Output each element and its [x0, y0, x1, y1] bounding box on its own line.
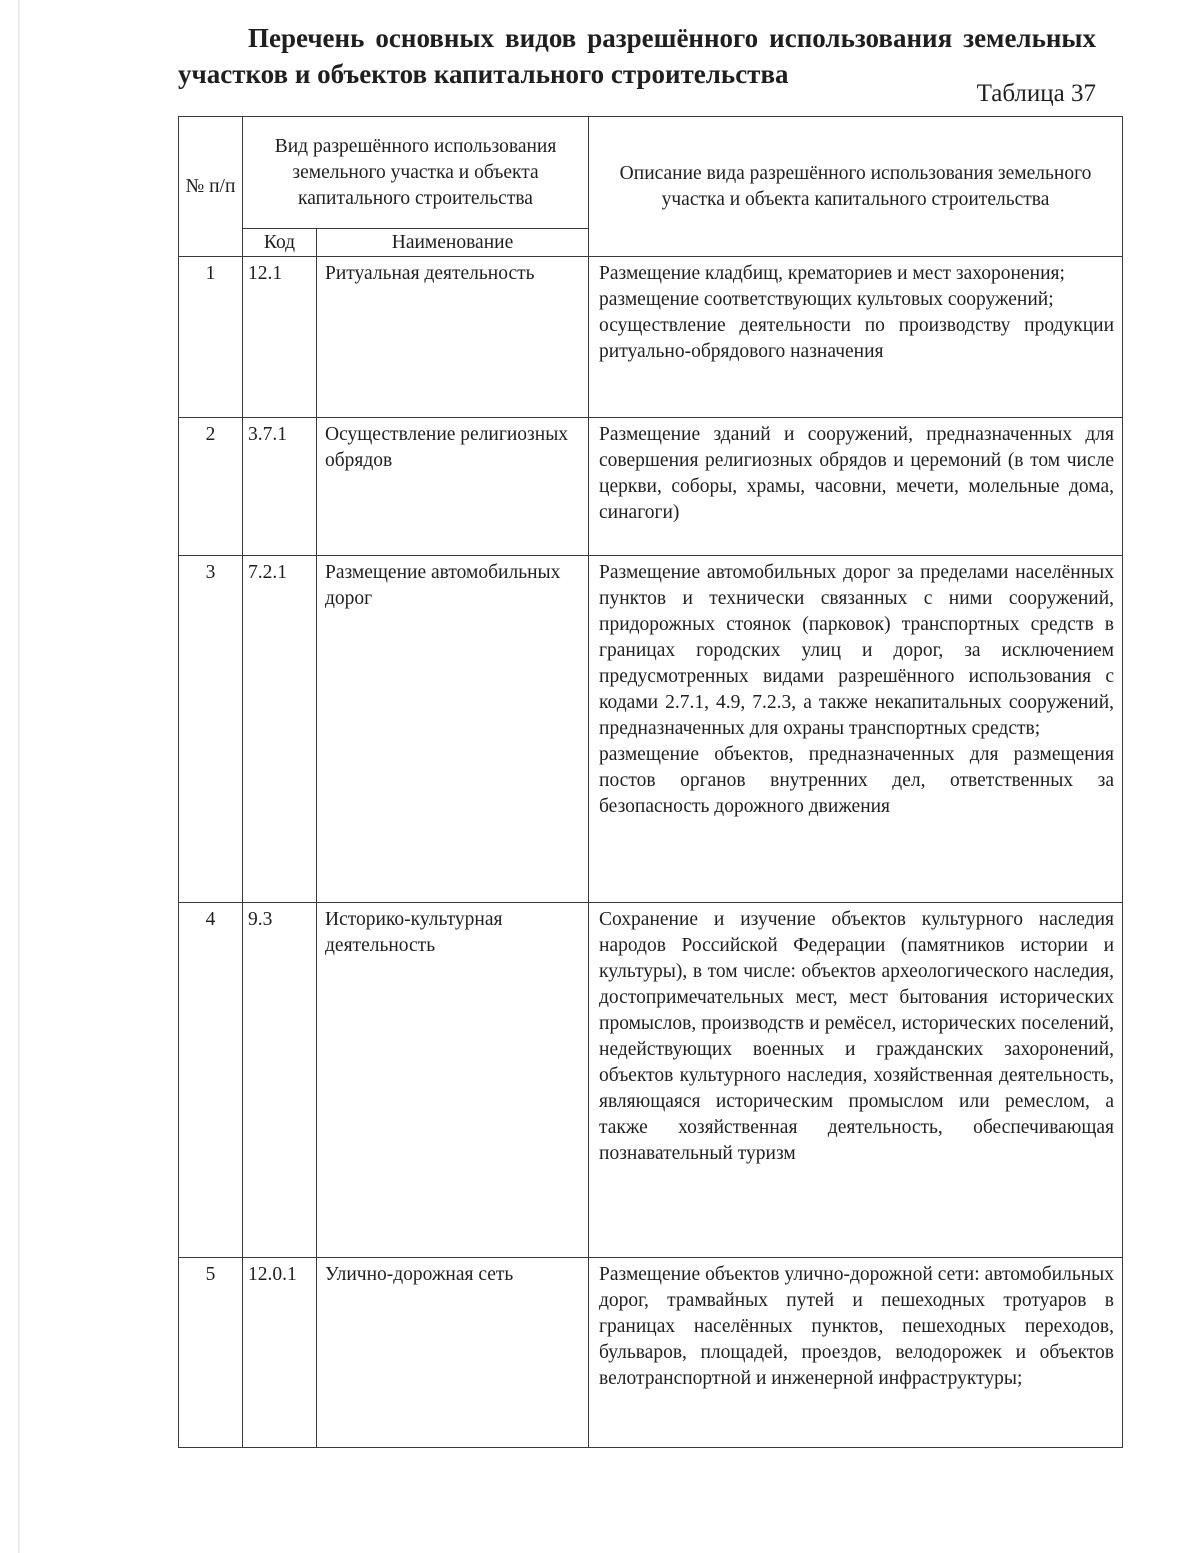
row-name: Историко-культурная деятельность	[317, 903, 589, 1258]
row-num: 1	[179, 257, 243, 418]
header-desc: Описание вида разрешённого использования земельного участка и объекта капитального строительства	[589, 117, 1123, 257]
table-row	[179, 556, 1123, 903]
description-paragraph: размещение соответствующих культовых сооружений;	[599, 289, 1054, 310]
table-row	[179, 418, 1123, 556]
description-paragraph: Сохранение и изучение объектов культурного наследия народов Российской Федерации (памятников истории и культуры), в том числе: объектов археологического наследия, достопримечательных мест, мест бытования исторических промыслов, производств и ремёсел, исторических поселений, недействующих военных и гражданских захоронений, объектов культурного наследия, хозяйственная деятельность, являющаяся историческим промыслом или ремеслом, а также хозяйственная деятельность, обеспечивающая познавательный туризм	[599, 909, 1115, 1164]
row-description	[589, 903, 1123, 1258]
table-row	[179, 1258, 1123, 1448]
land-use-table	[178, 116, 1123, 1448]
row-code: 12.1	[243, 257, 317, 418]
document-title: Перечень основных видов разрешённого использования земельных участков и объектов капитального строительства	[178, 23, 1096, 89]
description-paragraph: Размещение зданий и сооружений, предназначенных для совершения религиозных обрядов и церемоний (в том числе церкви, соборы, храмы, часовни, мечети, молельные дома, синагоги)	[599, 424, 1115, 523]
row-name: Ритуальная деятельность	[317, 257, 589, 418]
row-description	[589, 1258, 1123, 1448]
table-row	[179, 903, 1123, 1258]
row-name: Улично-дорожная сеть	[317, 1258, 589, 1448]
table-label: Таблица 37	[976, 80, 1096, 107]
row-description	[589, 418, 1123, 556]
header-code: Код	[243, 229, 317, 257]
description-paragraph: осуществление деятельности по производству продукции ритуально-обрядового назначения	[599, 315, 1115, 362]
description-paragraph: размещение объектов, предназначенных для размещения постов органов внутренних дел, ответственных за безопасность дорожного движения	[599, 744, 1115, 817]
row-num: 2	[179, 418, 243, 556]
header-name: Наименование	[317, 229, 589, 257]
table-row	[179, 257, 1123, 418]
description-paragraph: Размещение кладбищ, крематориев и мест захоронения;	[599, 263, 1065, 284]
row-code: 3.7.1	[243, 418, 317, 556]
row-num: 5	[179, 1258, 243, 1448]
description-paragraph: Размещение объектов улично-дорожной сети: автомобильных дорог, трамвайных путей и пешеходных тротуаров в границах населённых пунктов, пешеходных переходов, бульваров, площадей, проездов, велодорожек и объектов велотранспортной и инженерной инфраструктуры;	[599, 1264, 1115, 1389]
row-code: 9.3	[243, 903, 317, 1258]
row-name: Размещение автомобильных дорог	[317, 556, 589, 903]
row-name: Осуществление религиозных обрядов	[317, 418, 589, 556]
row-code: 7.2.1	[243, 556, 317, 903]
row-num: 3	[179, 556, 243, 903]
header-num: № п/п	[179, 117, 243, 257]
row-code: 12.0.1	[243, 1258, 317, 1448]
scan-edge	[18, 0, 20, 1553]
header-group: Вид разрешённого использования земельного участка и объекта капитального строительства	[243, 117, 589, 229]
row-num: 4	[179, 903, 243, 1258]
row-description	[589, 556, 1123, 903]
description-paragraph: Размещение автомобильных дорог за пределами населённых пунктов и технически связанных с ними сооружений, придорожных стоянок (парковок) транспортных средств в границах городских улиц и дорог, за исключением предусмотренных видами разрешённого использования с кодами 2.7.1, 4.9, 7.2.3, а также некапитальных сооружений, предназначенных для охраны транспортных средств;	[599, 562, 1115, 739]
row-description	[589, 257, 1123, 418]
